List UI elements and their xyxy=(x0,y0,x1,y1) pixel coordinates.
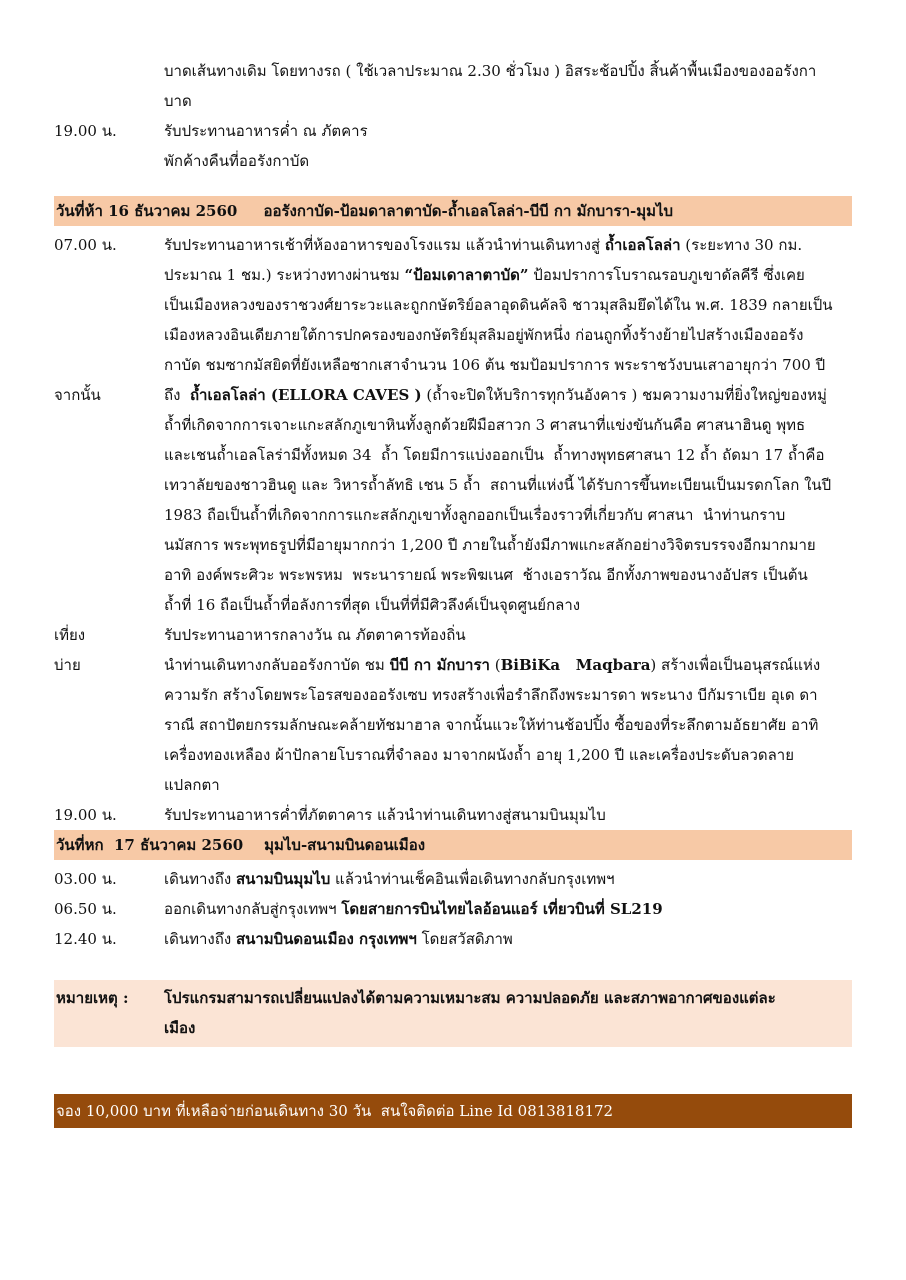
itinerary-content xyxy=(54,56,852,1047)
desc-line: ราณี สถาปัตยกรรมลักษณะคล้ายทัชมาฮาล จากนั้นแวะให้ท่านช้อปปิ้ง ซื้อของที่ระลึกตามอัธยาศัย อาทิ xyxy=(164,716,819,734)
schedule-row-0700 xyxy=(54,230,852,380)
time-label: จากนั้น xyxy=(54,386,101,404)
time-label: 19.00 น. xyxy=(54,122,117,140)
continued-text xyxy=(54,56,852,116)
desc-line: เดินทางถึง สนามบินดอนเมือง กรุงเทพฯ โดยสวัสดิภาพ xyxy=(164,930,513,948)
highlight-donmueang: สนามบินดอนเมือง กรุงเทพฯ xyxy=(235,930,417,948)
booking-banner: จอง 10,000 บาท ที่เหลือจ่ายก่อนเดินทาง 30 วัน สนใจติดต่อ Line Id 0813818172 xyxy=(54,1094,852,1128)
desc-line: เป็นเมืองหลวงของราชวงศ์ยาระวะและถูกกษัตริย์อลาอุดดินคัลจิ ชาวมุสลิมยึดได้ใน พ.ศ. 1839 กลายเป็น xyxy=(164,296,833,314)
highlight-daulatabad: “ป้อมเดาลาตาบัด” xyxy=(404,266,529,284)
schedule-row-afternoon xyxy=(54,650,852,800)
schedule-row-1900 xyxy=(54,800,852,830)
continued-line-1: บาดเส้นทางเดิม โดยทางรถ ( ใช้เวลาประมาณ 2.30 ชั่วโมง ) อิสระช้อปปิ้ง สิ้นค้าพื้นเมืองของออรังกา xyxy=(164,62,817,80)
desc-line: เมืองหลวงอินเดียภายใต้การปกครองของกษัตริย์มุสลิมอยู่พักหนึ่ง ก่อนถูกทิ้งร้างย้ายไปสร้างเมืองออรัง xyxy=(164,326,804,344)
overnight-text: พักค้างคืนที่ออรังกาบัด xyxy=(164,152,310,170)
lunch-text: รับประทานอาหารกลางวัน ณ ภัตตาคารท้องถิ่น xyxy=(164,626,466,644)
time-label: เที่ยง xyxy=(54,626,86,644)
desc-line: ประมาณ 1 ชม.) ระหว่างทางผ่านชม “ป้อมเดาลาตาบัด” ป้อมปราการโบราณรอบภูเขาดัลคีรี ซึ่งเคย xyxy=(164,266,805,284)
time-label: 12.40 น. xyxy=(54,930,117,948)
remark-box xyxy=(54,980,852,1047)
remark-line-1: โปรแกรมสามารถเปลี่ยนแปลงได้ตามความเหมาะสม ความปลอดภัย และสภาพอากาศของแต่ละ xyxy=(164,989,776,1007)
schedule-row-dinner xyxy=(54,116,852,176)
desc-line: เทวาลัยของชาวฮินดู และ วิหารถ้ำลัทธิ เชน 5 ถ้ำ สถานที่แห่งนี้ ได้รับการขึ้นทะเบียนเป็นมรดกโลก ในปี xyxy=(164,476,832,494)
schedule-row-0300 xyxy=(54,864,852,894)
schedule-row-next xyxy=(54,380,852,620)
desc-line: ถึง ถ้ำเอลโลล่า (ELLORA CAVES ) (ถ้ำจะปิดให้บริการทุกวันอังคาร ) ชมความงามที่ยิ่งใหญ่ของหมู่ xyxy=(164,386,827,404)
highlight-mumbai-airport: สนามบินมุมไบ xyxy=(235,870,331,888)
desc-line: 1983 ถือเป็นถ้ำที่เกิดจากการแกะสลักภูเขาทั้งลูกออกเป็นเรื่องราวที่เกี่ยวกับ ศาสนา นำท่านกราบ xyxy=(164,506,786,524)
remark-label: หมายเหตุ : xyxy=(56,989,129,1007)
desc-line: ถ้ำที่ 16 ถือเป็นถ้ำที่อลังการที่สุด เป็นที่ที่มีศิวลึงค์เป็นจุดศูนย์กลาง xyxy=(164,596,581,614)
time-label: 19.00 น. xyxy=(54,806,117,824)
highlight-ellora-caves: ถ้ำเอลโลล่า (ELLORA CAVES ) xyxy=(189,386,422,404)
time-label: บ่าย xyxy=(54,656,81,674)
desc-line: อาทิ องค์พระศิวะ พระพรหม พระนารายณ์ พระพิฆเนศ ช้างเอราวัณ อีกทั้งภาพของนางอัปสร เป็นต้น xyxy=(164,566,808,584)
dinner-text: รับประทานอาหารค่ำ ณ ภัตคาร xyxy=(164,122,368,140)
time-label: 03.00 น. xyxy=(54,870,117,888)
desc-line: นมัสการ พระพุทธรูปที่มีอายุมากกว่า 1,200 ปี ภายในถ้ำยังมีภาพแกะสลักอย่างวิจิตรบรรจงอีกมากมาย xyxy=(164,536,816,554)
highlight-bibi-en: BiBiKa Maqbara xyxy=(500,656,651,674)
day-6-header: วันที่หก 17 ธันวาคม 2560 มุมไบ-สนามบินดอนเมือง xyxy=(54,830,852,860)
desc-line: กาบัด ชมซากมัสยิดที่ยังเหลือซากเสาจำนวน 106 ต้น ชมป้อมปราการ พระราชวังบนเสาอายุกว่า 700 ปี xyxy=(164,356,826,374)
schedule-row-noon xyxy=(54,620,852,650)
highlight-bibi: บีบี กา มักบารา xyxy=(389,656,490,674)
day-5-header: วันที่ห้า 16 ธันวาคม 2560 ออรังกาบัด-ป้อมดาลาตาบัด-ถ้ำเอลโลล่า-บีบี กา มักบารา-มุมไบ xyxy=(54,196,852,226)
continued-line-2: บาด xyxy=(164,92,192,110)
time-label: 06.50 น. xyxy=(54,900,117,918)
dinner-text: รับประทานอาหารค่ำที่ภัตตาคาร แล้วนำท่านเดินทางสู่สนามบินมุมไบ xyxy=(164,806,606,824)
schedule-row-0650 xyxy=(54,894,852,924)
desc-line: เดินทางถึง สนามบินมุมไบ แล้วนำท่านเช็คอินเพื่อเดินทางกลับกรุงเทพฯ xyxy=(164,870,615,888)
desc-line: นำท่านเดินทางกลับออรังกาบัด ชม บีบี กา มักบารา (BiBiKa Maqbara) สร้างเพื่อเป็นอนุสรณ์แห่ง xyxy=(164,656,821,674)
desc-line: ความรัก สร้างโดยพระโอรสของออรังเซบ ทรงสร้างเพื่อรำลึกถึงพระมารดา พระนาง บีกัมราเบีย อุเด ดา xyxy=(164,686,818,704)
desc-line: ถ้ำที่เกิดจากการเจาะแกะสลักภูเขาหินทั้งลูกด้วยฝีมือสาวก 3 ศาสนาที่แข่งขันกันคือ ศาสนาฮินดู พุทธ xyxy=(164,416,806,434)
time-label: 07.00 น. xyxy=(54,236,117,254)
schedule-row-1240 xyxy=(54,924,852,954)
desc-line: และเชนถ้ำเอลโลร่ามีทั้งหมด 34 ถ้ำ โดยมีการแบ่งออกเป็น ถ้ำทางพุทธศาสนา 12 ถ้ำ ถัดมา 17 ถ้ำคือ xyxy=(164,446,825,464)
desc-line: เครื่องทองเหลือง ผ้าปักลายโบราณที่จำลอง มาจากผนังถ้ำ อายุ 1,200 ปี และเครื่องประดับลวดลาย xyxy=(164,746,795,764)
highlight-ellora: ถ้ำเอลโลล่า xyxy=(604,236,681,254)
desc-line: รับประทานอาหารเช้าที่ห้องอาหารของโรงแรม แล้วนำท่านเดินทางสู่ ถ้ำเอลโลล่า (ระยะทาง 30 กม. xyxy=(164,236,803,254)
remark-line-2: เมือง xyxy=(164,1019,196,1037)
highlight-flight: โดยสายการบินไทยไลอ้อนแอร์ เที่ยวบินที่ SL219 xyxy=(341,900,663,918)
desc-line: แปลกตา xyxy=(164,776,220,794)
desc-line: ออกเดินทางกลับสู่กรุงเทพฯ โดยสายการบินไทยไลอ้อนแอร์ เที่ยวบินที่ SL219 xyxy=(164,900,663,918)
